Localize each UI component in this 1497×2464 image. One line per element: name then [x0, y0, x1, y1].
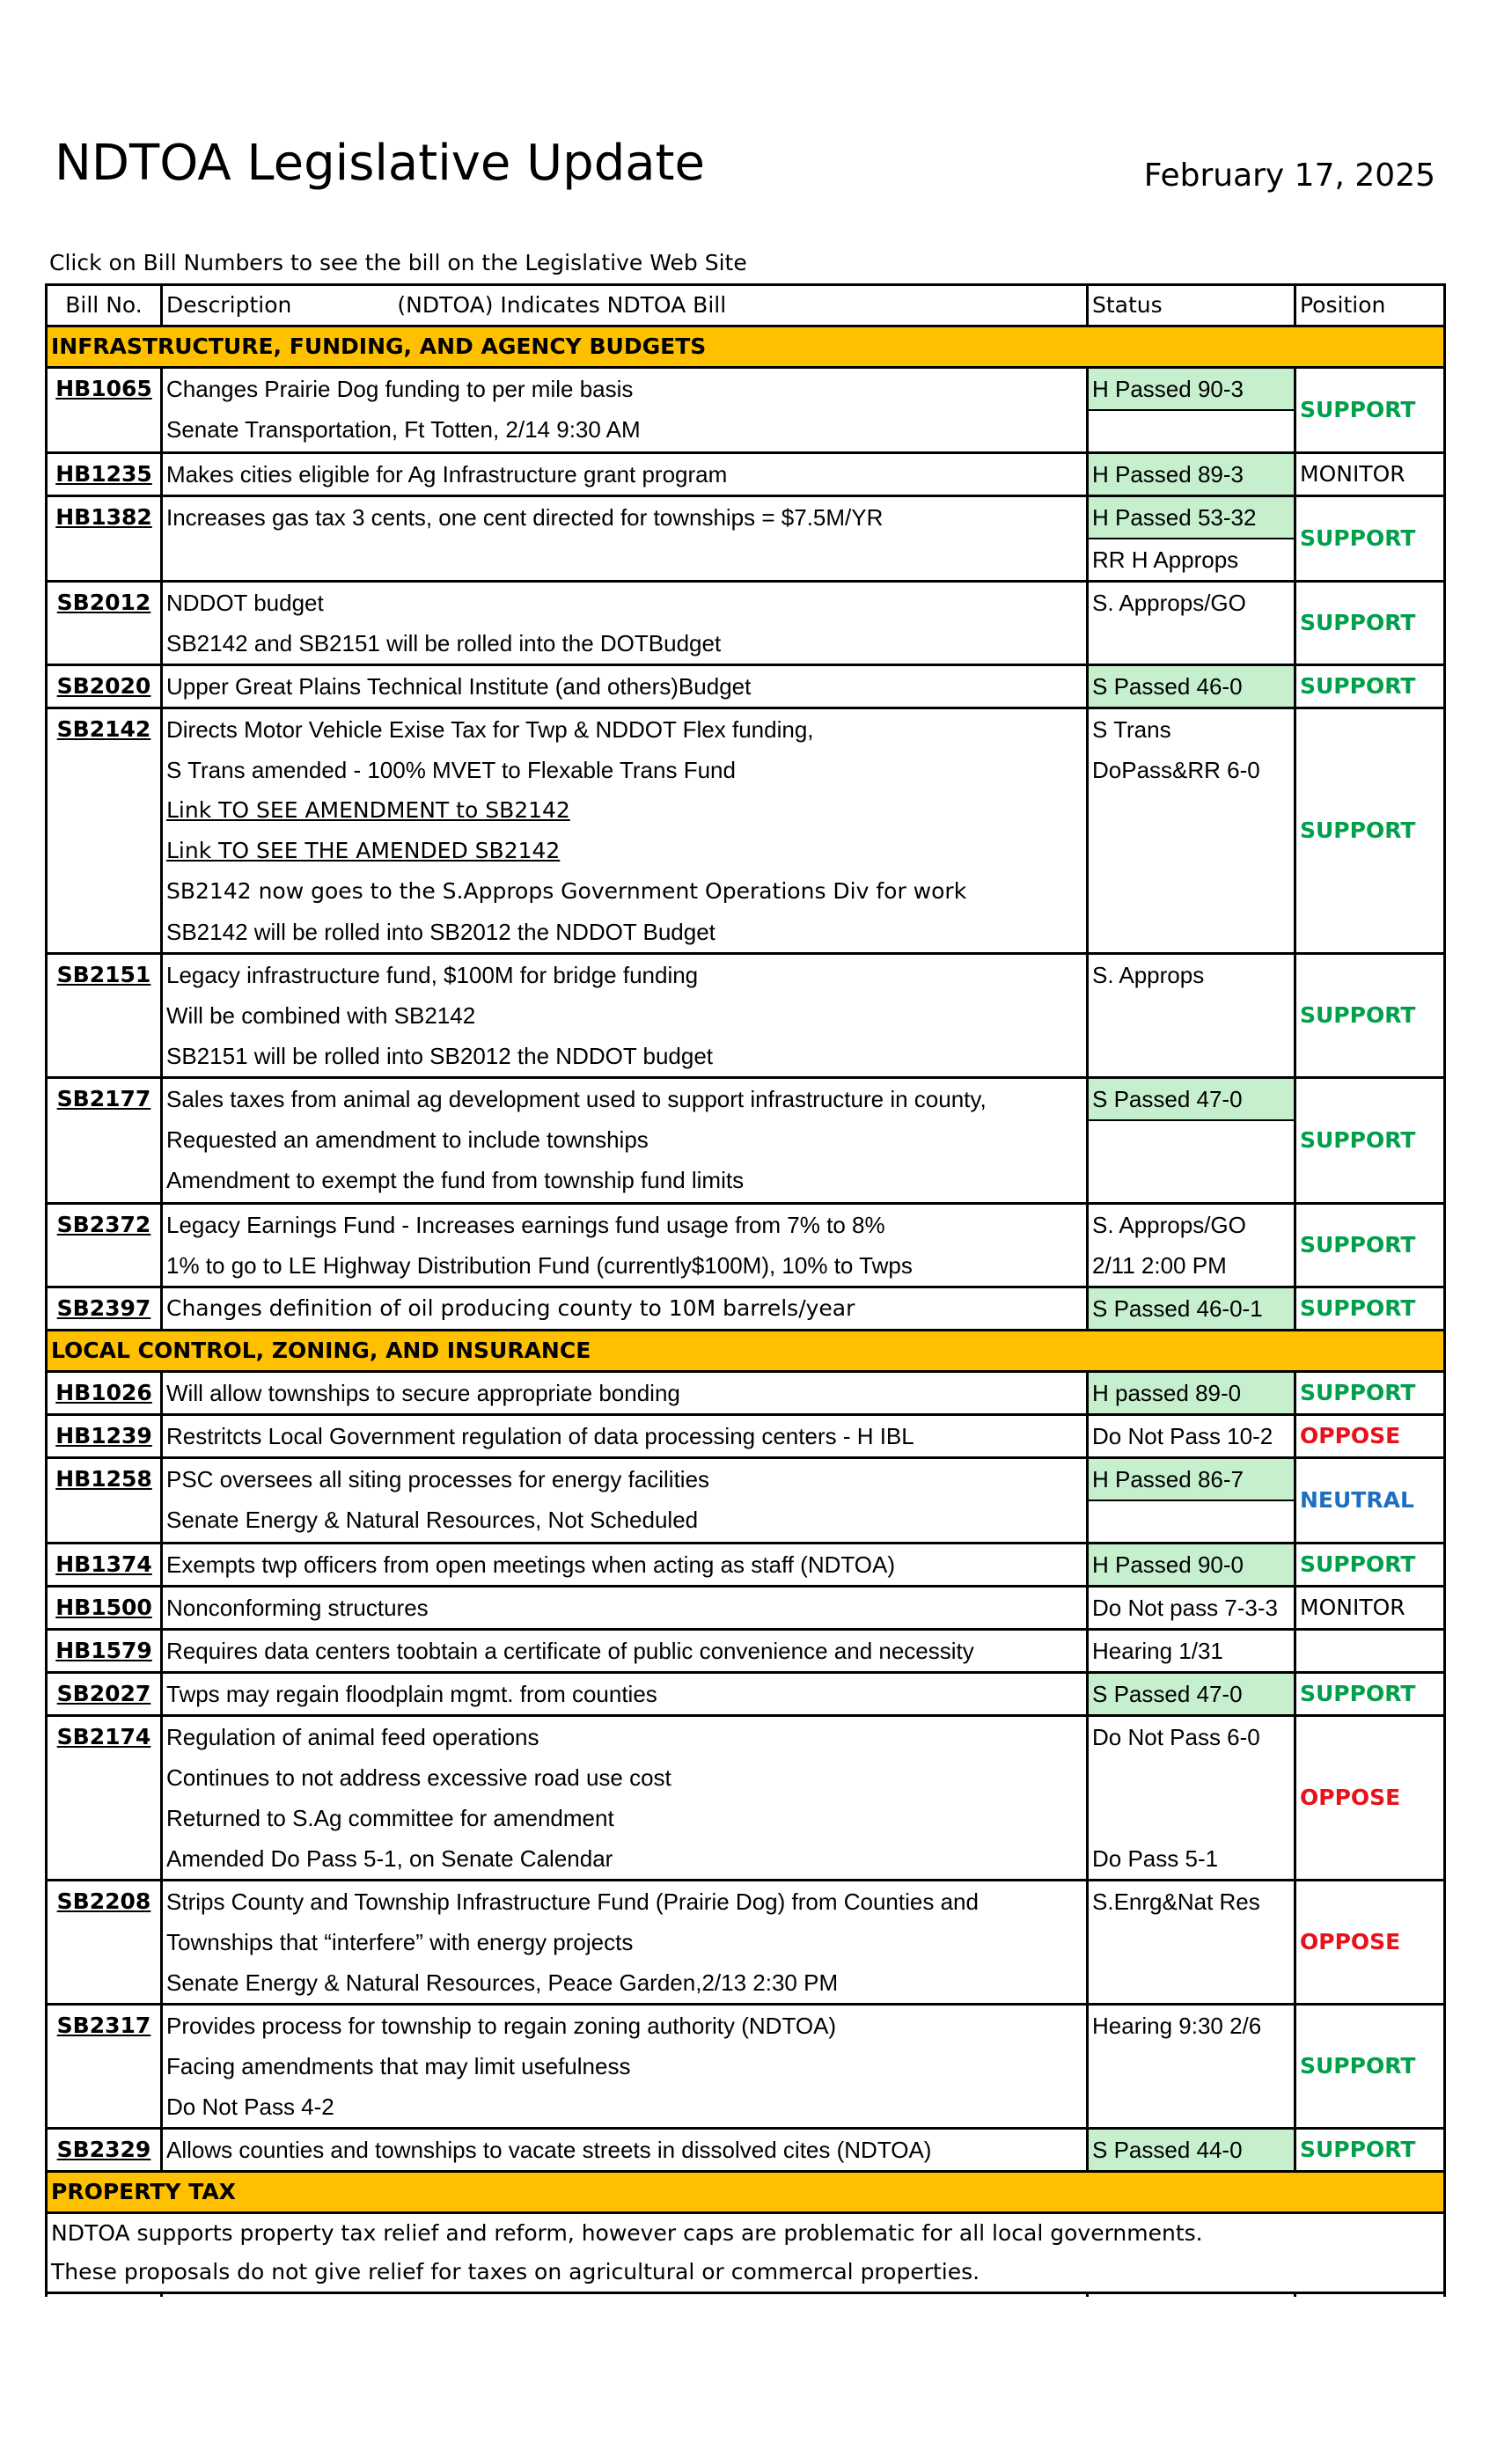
description-line: SB2142 and SB2151 will be rolled into the DOTBudget — [166, 630, 722, 656]
description-line: Do Not Pass 4-2 — [166, 2094, 334, 2120]
status-line: Do Not pass 7-3-3 — [1092, 1595, 1278, 1621]
bill-number-link[interactable]: HB1258 — [47, 1458, 162, 1544]
status-line: Do Not Pass 6-0 — [1092, 1724, 1260, 1750]
status-line: H Passed 90-3 — [1089, 369, 1294, 409]
description-line: Senate Energy & Natural Resources, Peace Garden,2/13 2:30 PM — [166, 1969, 839, 1996]
status-line: S.Enrg&Nat Res — [1092, 1888, 1260, 1915]
position-badge — [1295, 1630, 1445, 1673]
bill-description — [162, 1415, 1088, 1458]
bill-status — [1088, 1544, 1295, 1587]
status-line: Hearing 9:30 2/6 — [1092, 2013, 1262, 2039]
section-note-row — [47, 2253, 1445, 2293]
bill-row — [47, 2005, 1445, 2129]
description-line: Exempts twp officers from open meetings when acting as staff (NDTOA) — [166, 1551, 896, 1578]
description-line: Strips County and Township Infrastructure Fund (Prairie Dog) from Counties and — [166, 1888, 979, 1915]
status-line — [1089, 1162, 1294, 1202]
status-line — [1089, 871, 1294, 912]
bill-number-link[interactable]: SB2020 — [47, 665, 162, 708]
status-line — [1089, 623, 1294, 664]
bill-number-link[interactable]: SB2317 — [47, 2005, 162, 2129]
description-line: Continues to not address excessive road use cost — [166, 1764, 671, 1791]
bill-description — [162, 1287, 1088, 1331]
status-line — [1089, 1798, 1294, 1838]
page-title: NDTOA Legislative Update — [55, 135, 705, 192]
status-line — [1089, 409, 1294, 451]
update-date: February 17, 2025 — [1143, 158, 1435, 194]
column-header-description-note: (NDTOA) Indicates NDTOA Bill — [397, 292, 727, 318]
status-line — [1089, 831, 1294, 871]
status-line: H passed 89-0 — [1089, 1373, 1294, 1413]
status-line: DoPass&RR 6-0 — [1092, 757, 1260, 783]
description-line: Amendment to exempt the fund from township fund limits — [166, 1167, 745, 1193]
description-line: Changes definition of oil producing county to 10M barrels/year — [166, 1295, 855, 1321]
position-badge: MONITOR — [1295, 1587, 1445, 1630]
description-line: Restritcts Local Government regulation of data processing centers - H IBL — [166, 1423, 914, 1449]
bill-row — [47, 1881, 1445, 2005]
position-badge: SUPPORT — [1295, 368, 1445, 453]
description-line: Will be combined with SB2142 — [166, 1002, 476, 1029]
description-line: Requires data centers toobtain a certificate of public convenience and necessity — [166, 1638, 974, 1664]
description-line: Regulation of animal feed operations — [166, 1724, 539, 1750]
bill-row — [47, 665, 1445, 708]
bill-description — [162, 582, 1088, 665]
column-header-description — [162, 285, 1088, 326]
status-line: Do Not Pass 10-2 — [1092, 1423, 1273, 1449]
column-header-status: Status — [1088, 285, 1295, 326]
status-line — [1089, 2086, 1294, 2127]
column-header-position: Position — [1295, 285, 1445, 326]
bill-description — [162, 1204, 1088, 1287]
bill-row — [47, 1287, 1445, 1331]
bill-status — [1088, 1372, 1295, 1415]
position-badge: SUPPORT — [1295, 1544, 1445, 1587]
status-line — [1089, 1922, 1294, 1962]
bill-number-link[interactable]: SB2151 — [47, 954, 162, 1078]
bill-row — [47, 1204, 1445, 1287]
description-line: Makes cities eligible for Ag Infrastructure grant program — [166, 461, 728, 488]
bill-number-link[interactable]: HB1374 — [47, 1544, 162, 1587]
description-line: Allows counties and townships to vacate streets in dissolved cites (NDTOA) — [166, 2137, 932, 2163]
bill-status — [1088, 2129, 1295, 2172]
status-line: H Passed 53-32 — [1089, 497, 1294, 538]
status-line — [1089, 790, 1294, 831]
bill-status — [1088, 496, 1295, 582]
table-body — [47, 326, 1445, 2380]
bill-number-link[interactable]: SB2174 — [47, 1716, 162, 1881]
description-line: S Trans amended - 100% MVET to Flexable Trans Fund — [166, 757, 736, 783]
bill-status — [1088, 1673, 1295, 1716]
amendment-link[interactable]: Link TO SEE THE AMENDED SB2142 — [166, 838, 561, 863]
bill-number-link[interactable]: HB1239 — [47, 1415, 162, 1458]
status-line: Hearing 1/31 — [1092, 1638, 1223, 1664]
description-line: Requested an amendment to include townships — [166, 1126, 649, 1153]
position-badge: SUPPORT — [1295, 496, 1445, 582]
section-note: These proposals do not give relief for taxes on agricultural or commercal properties. — [47, 2253, 1445, 2293]
status-line — [1089, 1036, 1294, 1076]
position-badge: SUPPORT — [1295, 582, 1445, 665]
description-line: Nonconforming structures — [166, 1595, 429, 1621]
description-line: NDDOT budget — [166, 590, 324, 616]
description-line: Amended Do Pass 5-1, on Senate Calendar — [166, 1845, 613, 1872]
status-line: H Passed 86-7 — [1089, 1459, 1294, 1500]
status-line: H Passed 90-0 — [1089, 1544, 1294, 1585]
bill-description — [162, 1544, 1088, 1587]
bill-number-link[interactable]: SB2142 — [47, 708, 162, 954]
position-badge: SUPPORT — [1295, 954, 1445, 1078]
bill-number-link[interactable]: SB2397 — [47, 1287, 162, 1331]
status-line — [1089, 1119, 1294, 1162]
bill-number-link[interactable]: SB2012 — [47, 582, 162, 665]
status-line — [1089, 2046, 1294, 2086]
bill-row — [47, 1415, 1445, 1458]
bill-description — [162, 453, 1088, 496]
column-header-description-label: Description — [166, 292, 292, 318]
position-badge: SUPPORT — [1295, 1673, 1445, 1716]
bill-row — [47, 708, 1445, 954]
bill-number-link[interactable]: HB1235 — [47, 453, 162, 496]
bill-description — [162, 1630, 1088, 1673]
description-line: Upper Great Plains Technical Institute (and others)Budget — [166, 673, 752, 700]
description-line: Legacy Earnings Fund - Increases earnings fund usage from 7% to 8% — [166, 1212, 885, 1238]
position-badge: SUPPORT — [1295, 1078, 1445, 1204]
bill-status — [1088, 1716, 1295, 1881]
status-line: S Passed 44-0 — [1089, 2130, 1294, 2170]
description-line: Provides process for township to regain zoning authority (NDTOA) — [166, 2013, 837, 2039]
position-badge: NEUTRAL — [1295, 1458, 1445, 1544]
bill-row — [47, 1673, 1445, 1716]
bill-number-link[interactable]: HB1065 — [47, 368, 162, 453]
status-line — [1089, 995, 1294, 1036]
bill-row — [47, 1544, 1445, 1587]
description-line: Twps may regain floodplain mgmt. from counties — [166, 1681, 657, 1707]
bill-description — [162, 1716, 1088, 1881]
position-badge: OPPOSE — [1295, 1415, 1445, 1458]
description-line: Directs Motor Vehicle Exise Tax for Twp & NDDOT Flex funding, — [166, 716, 814, 743]
bill-status — [1088, 954, 1295, 1078]
description-line: Will allow townships to secure appropriate bonding — [166, 1380, 680, 1406]
section-note: NDTOA supports property tax relief and reform, however caps are problematic for all local governments. — [47, 2213, 1445, 2254]
bill-description — [162, 496, 1088, 582]
bill-row — [47, 496, 1445, 582]
status-line: S Trans — [1092, 716, 1171, 743]
bill-number-link[interactable]: HB1382 — [47, 496, 162, 582]
description-line: Returned to S.Ag committee for amendment — [166, 1805, 614, 1831]
position-badge: SUPPORT — [1295, 1204, 1445, 1287]
status-line — [1089, 1757, 1294, 1798]
bill-number-link[interactable]: HB1579 — [47, 1630, 162, 1673]
bill-status — [1088, 453, 1295, 496]
status-line: S. Approps/GO — [1092, 590, 1246, 616]
bill-description — [162, 1673, 1088, 1716]
bill-status — [1088, 1078, 1295, 1204]
position-badge: MONITOR — [1295, 453, 1445, 496]
description-line: SB2142 will be rolled into SB2012 the NDDOT Budget — [166, 919, 715, 945]
bill-status — [1088, 665, 1295, 708]
bill-description — [162, 1881, 1088, 2005]
bill-status — [1088, 2005, 1295, 2129]
bill-status — [1088, 1881, 1295, 2005]
bill-status — [1088, 368, 1295, 453]
status-line: S. Approps — [1092, 962, 1205, 988]
bill-description — [162, 1587, 1088, 1630]
status-line: S Passed 46-0 — [1089, 666, 1294, 707]
description-line: Legacy infrastructure fund, $100M for bridge funding — [166, 962, 699, 988]
description-line: Changes Prairie Dog funding to per mile basis — [166, 376, 634, 402]
page-bottom-margin — [0, 2297, 1497, 2464]
bill-row — [47, 2129, 1445, 2172]
section-header-row — [47, 1331, 1445, 1372]
description-line: 1% to go to LE Highway Distribution Fund (currently$100M), 10% to Twps — [166, 1252, 913, 1279]
bill-row — [47, 453, 1445, 496]
status-line — [1089, 1962, 1294, 2003]
status-line — [1089, 1500, 1294, 1542]
description-line: Sales taxes from animal ag development used to support infrastructure in county, — [166, 1086, 987, 1112]
section-header-row — [47, 326, 1445, 368]
bill-status — [1088, 1287, 1295, 1331]
table-header-row — [47, 285, 1445, 326]
bill-row — [47, 1716, 1445, 1881]
position-badge: OPPOSE — [1295, 1716, 1445, 1881]
status-line: H Passed 89-3 — [1089, 454, 1294, 495]
bill-row — [47, 1458, 1445, 1544]
instruction-text: Click on Bill Numbers to see the bill on the Legislative Web Site — [49, 250, 747, 275]
status-line: Do Pass 5-1 — [1092, 1845, 1219, 1872]
bill-description — [162, 1372, 1088, 1415]
status-line: S Passed 47-0 — [1089, 1674, 1294, 1714]
bill-status — [1088, 1630, 1295, 1673]
position-badge: SUPPORT — [1295, 708, 1445, 954]
bill-status — [1088, 708, 1295, 954]
bill-description — [162, 954, 1088, 1078]
bill-description — [162, 2005, 1088, 2129]
column-header-bill: Bill No. — [47, 285, 162, 326]
bill-description — [162, 1078, 1088, 1204]
bill-status — [1088, 1415, 1295, 1458]
bill-description — [162, 708, 1088, 954]
legislation-table — [45, 283, 1446, 2380]
description-line: Facing amendments that may limit usefulness — [166, 2053, 631, 2079]
description-line — [166, 538, 1082, 578]
bill-row — [47, 368, 1445, 453]
bill-number-link[interactable]: SB2329 — [47, 2129, 162, 2172]
bill-number-link[interactable]: SB2177 — [47, 1078, 162, 1204]
section-header-row — [47, 2172, 1445, 2213]
description-line: Increases gas tax 3 cents, one cent directed for townships = $7.5M/YR — [166, 504, 884, 531]
position-badge: SUPPORT — [1295, 2005, 1445, 2129]
section-title: PROPERTY TAX — [47, 2172, 1445, 2213]
description-line: SB2151 will be rolled into SB2012 the NDDOT budget — [166, 1043, 714, 1069]
bill-number-link[interactable]: HB1500 — [47, 1587, 162, 1630]
description-line: Senate Energy & Natural Resources, Not Scheduled — [166, 1507, 699, 1533]
legislation-table-wrapper — [45, 283, 1443, 2380]
status-line: S Passed 46-0-1 — [1089, 1288, 1294, 1329]
bill-number-link[interactable]: SB2208 — [47, 1881, 162, 2005]
position-badge: SUPPORT — [1295, 1287, 1445, 1331]
description-line: Townships that “interfere” with energy projects — [166, 1929, 634, 1955]
position-badge: OPPOSE — [1295, 1881, 1445, 2005]
bill-row — [47, 1587, 1445, 1630]
bill-description — [162, 368, 1088, 453]
section-note-row — [47, 2213, 1445, 2254]
bill-row — [47, 1630, 1445, 1673]
section-title: LOCAL CONTROL, ZONING, AND INSURANCE — [47, 1331, 1445, 1372]
bill-number-link[interactable]: HB1026 — [47, 1372, 162, 1415]
bill-row — [47, 1372, 1445, 1415]
description-line: PSC oversees all siting processes for energy facilities — [166, 1466, 710, 1492]
status-line: S Passed 47-0 — [1089, 1079, 1294, 1119]
section-title: INFRASTRUCTURE, FUNDING, AND AGENCY BUDGETS — [47, 326, 1445, 368]
bill-row — [47, 1078, 1445, 1204]
bill-description — [162, 665, 1088, 708]
bill-number-link[interactable]: SB2027 — [47, 1673, 162, 1716]
bill-status — [1088, 582, 1295, 665]
description-line: Senate Transportation, Ft Totten, 2/14 9:30 AM — [166, 416, 641, 443]
amendment-link[interactable]: Link TO SEE AMENDMENT to SB2142 — [166, 797, 570, 823]
bill-number-link[interactable]: SB2372 — [47, 1204, 162, 1287]
status-line: S. Approps/GO — [1092, 1212, 1246, 1238]
description-line: SB2142 now goes to the S.Approps Government Operations Div for work — [166, 878, 967, 904]
bill-description — [162, 2129, 1088, 2172]
position-badge: SUPPORT — [1295, 1372, 1445, 1415]
bill-status — [1088, 1204, 1295, 1287]
bill-description — [162, 1458, 1088, 1544]
bill-status — [1088, 1458, 1295, 1544]
position-badge: SUPPORT — [1295, 665, 1445, 708]
bill-status — [1088, 1587, 1295, 1630]
status-line: 2/11 2:00 PM — [1092, 1252, 1227, 1279]
bill-row — [47, 582, 1445, 665]
status-line — [1089, 912, 1294, 952]
position-badge: SUPPORT — [1295, 2129, 1445, 2172]
bill-row — [47, 954, 1445, 1078]
status-line: RR H Approps — [1089, 538, 1294, 580]
